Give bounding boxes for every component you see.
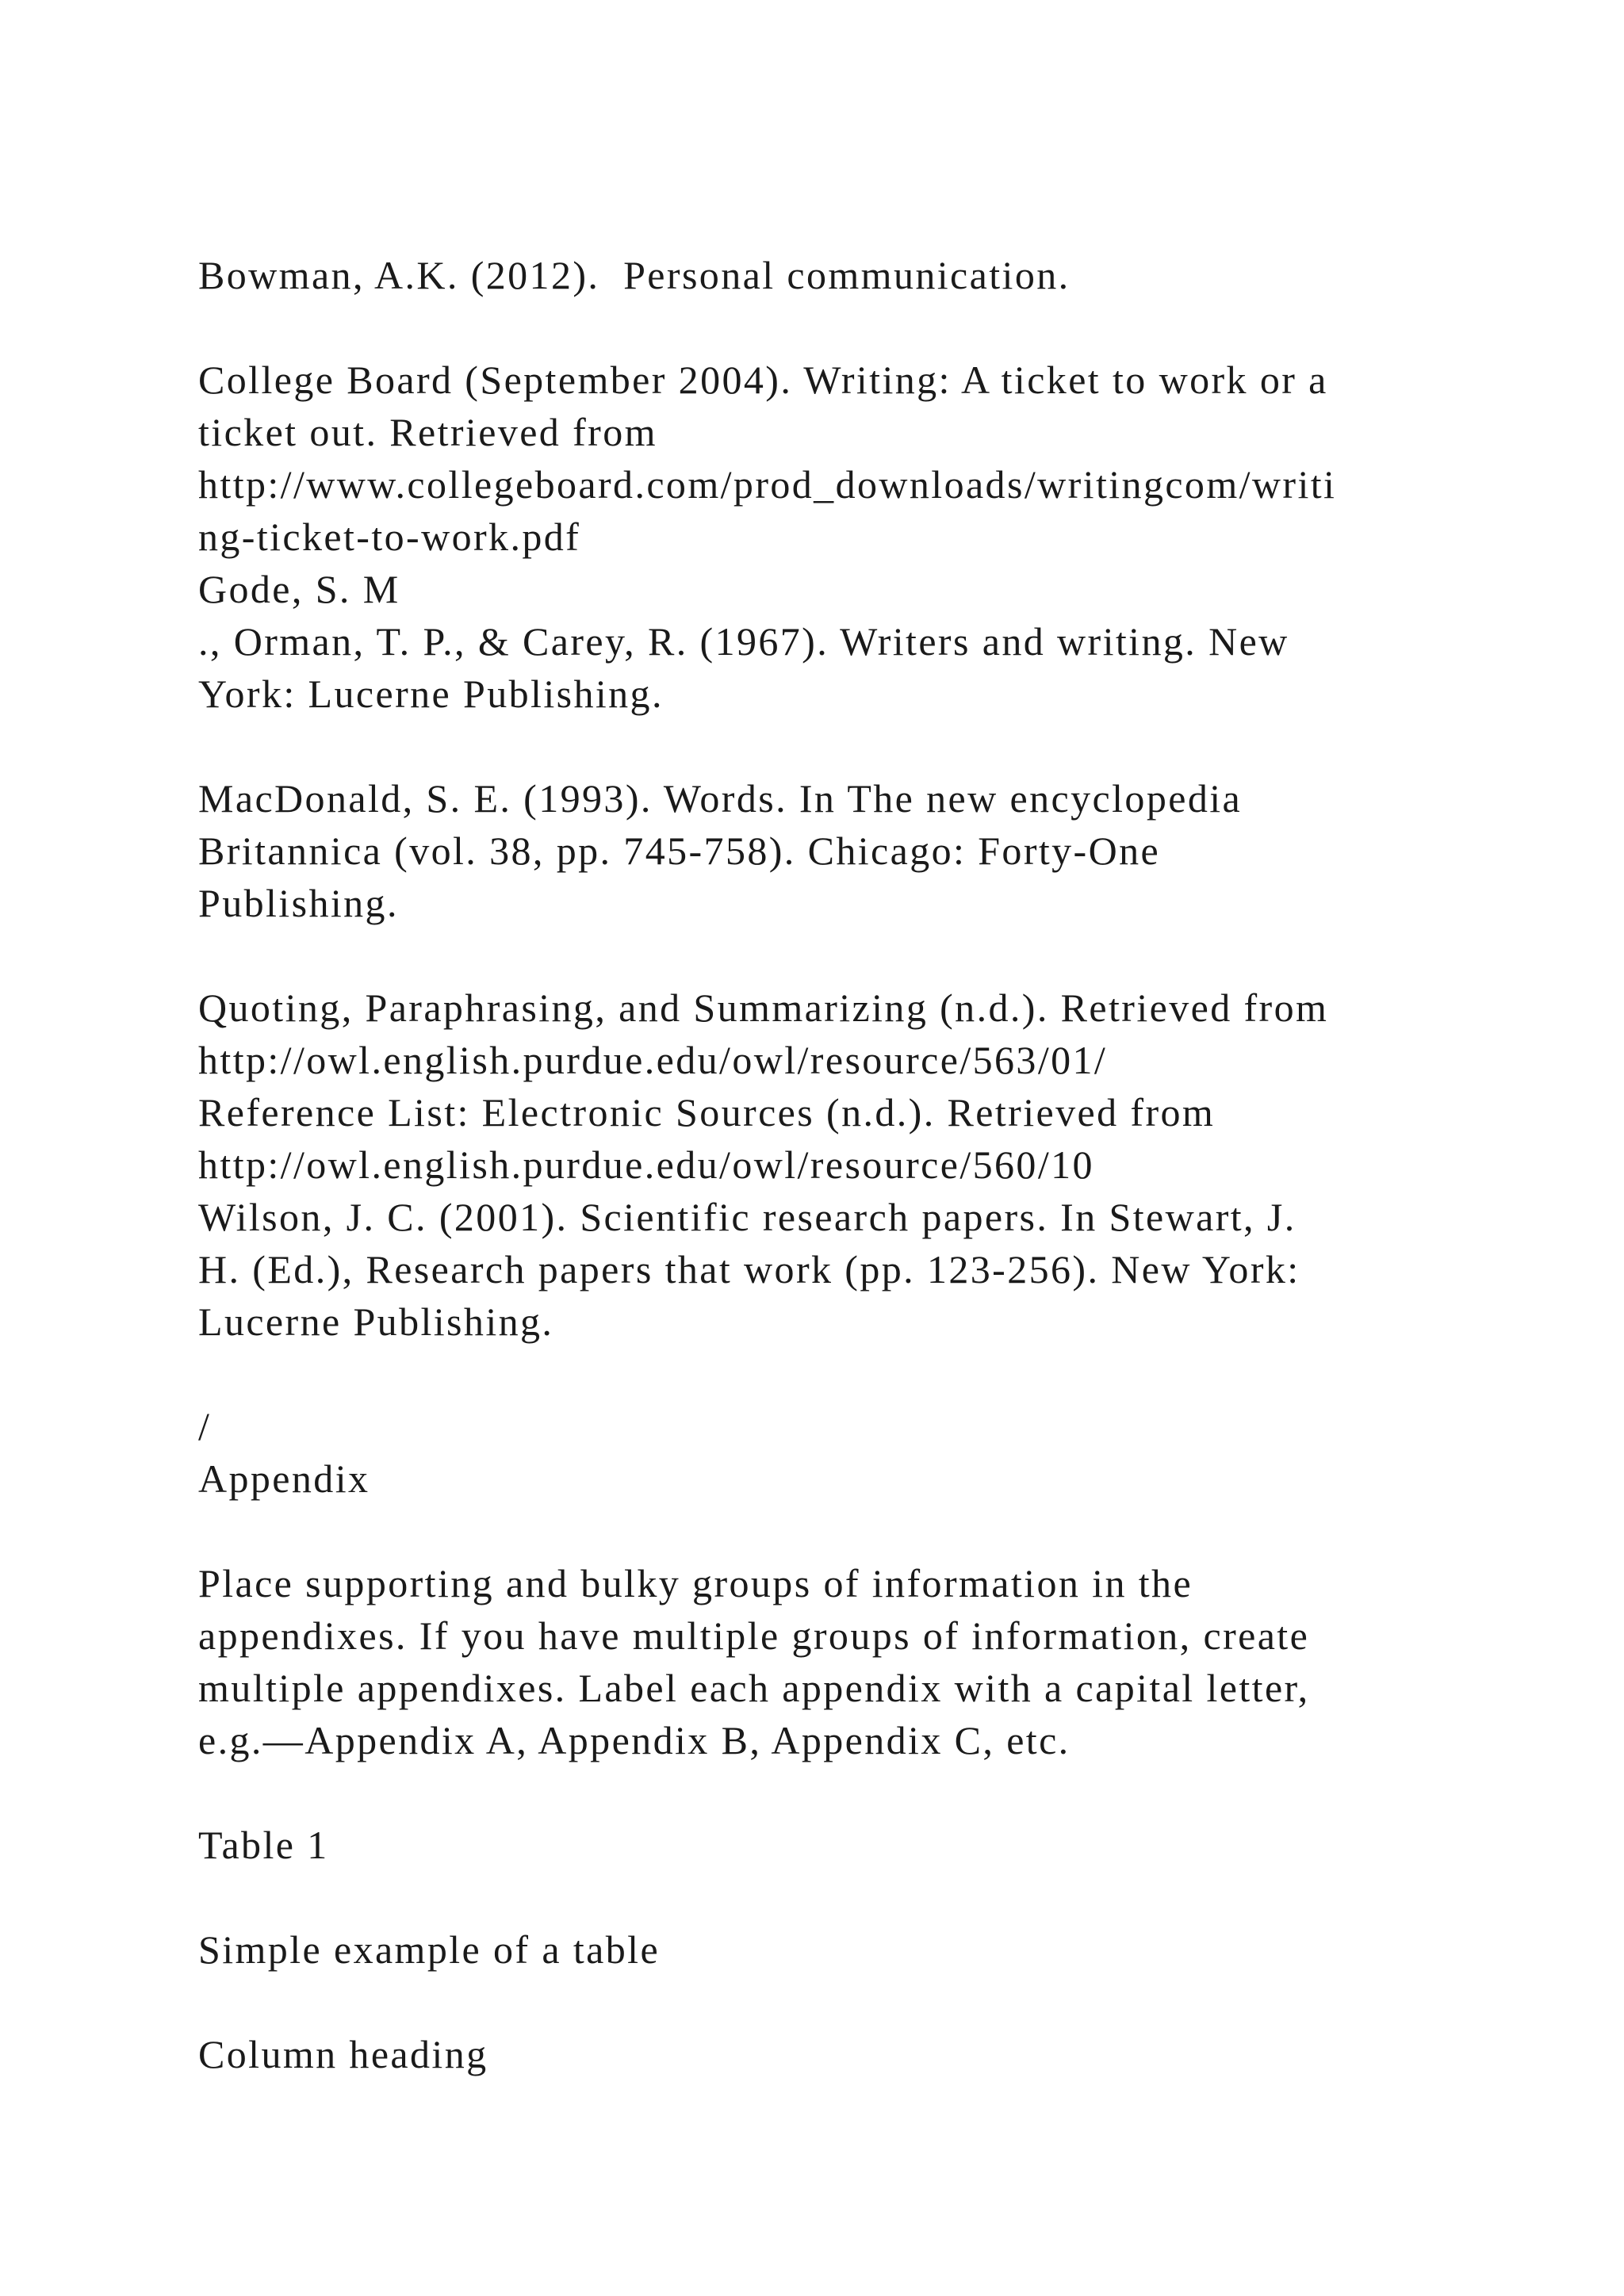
reference-macdonald-line-3: Publishing. (198, 881, 399, 925)
table-number: Table 1 (198, 1823, 329, 1867)
reference-college-board-url-line-2: ng-ticket-to-work.pdf (198, 515, 581, 559)
reference-macdonald-line-2: Britannica (vol. 38, pp. 745-758). Chicago: Forty-One (198, 828, 1161, 873)
blank-line (198, 720, 1499, 772)
reference-gode-line-1: Gode, S. M (198, 567, 400, 611)
reference-wilson-line-2: H. (Ed.), Research papers that work (pp. 123-256). New York: (198, 1247, 1300, 1292)
appendix-heading: Appendix (198, 1456, 370, 1501)
document-body (198, 249, 1499, 2080)
reference-quoting-line-1: Quoting, Paraphrasing, and Summarizing (n.d.). Retrieved from (198, 985, 1329, 1030)
blank-line (198, 1976, 1499, 2028)
reference-wilson-line-3: Lucerne Publishing. (198, 1299, 554, 1344)
blank-line (198, 1871, 1499, 1923)
blank-line (198, 301, 1499, 354)
reference-bowman: Bowman, A.K. (2012). Personal communication. (198, 253, 1071, 297)
reference-electronic-sources-url: http://owl.english.purdue.edu/owl/resource/560/10 (198, 1142, 1094, 1187)
appendix-paragraph-line-2: appendixes. If you have multiple groups of information, create (198, 1613, 1310, 1658)
blank-line (198, 1505, 1499, 1557)
reference-college-board-url-line-1: http://www.collegeboard.com/prod_downloads/writingcom/writi (198, 462, 1337, 507)
reference-gode-line-2: ., Orman, T. P., & Carey, R. (1967). Writers and writing. New (198, 619, 1289, 664)
reference-college-board-line-1: College Board (September 2004). Writing: A ticket to work or a (198, 358, 1328, 402)
reference-wilson-line-1: Wilson, J. C. (2001). Scientific research papers. In Stewart, J. (198, 1195, 1297, 1239)
reference-college-board-line-2: ticket out. Retrieved from (198, 410, 657, 454)
appendix-paragraph-line-3: multiple appendixes. Label each appendix with a capital letter, (198, 1666, 1310, 1710)
reference-macdonald-line-1: MacDonald, S. E. (1993). Words. In The new encyclopedia (198, 776, 1243, 821)
blank-line (198, 1348, 1499, 1400)
column-heading: Column heading (198, 2032, 488, 2076)
appendix-paragraph-line-1: Place supporting and bulky groups of information in the (198, 1561, 1193, 1605)
blank-line (198, 929, 1499, 982)
appendix-paragraph-line-4: e.g.—Appendix A, Appendix B, Appendix C, etc. (198, 1718, 1071, 1762)
reference-electronic-sources-line-1: Reference List: Electronic Sources (n.d.). Retrieved from (198, 1090, 1216, 1135)
table-title: Simple example of a table (198, 1927, 661, 1972)
slash-separator: / (198, 1404, 212, 1448)
reference-quoting-url: http://owl.english.purdue.edu/owl/resource/563/01/ (198, 1038, 1108, 1082)
blank-line (198, 1766, 1499, 1819)
reference-gode-line-3: York: Lucerne Publishing. (198, 672, 664, 716)
